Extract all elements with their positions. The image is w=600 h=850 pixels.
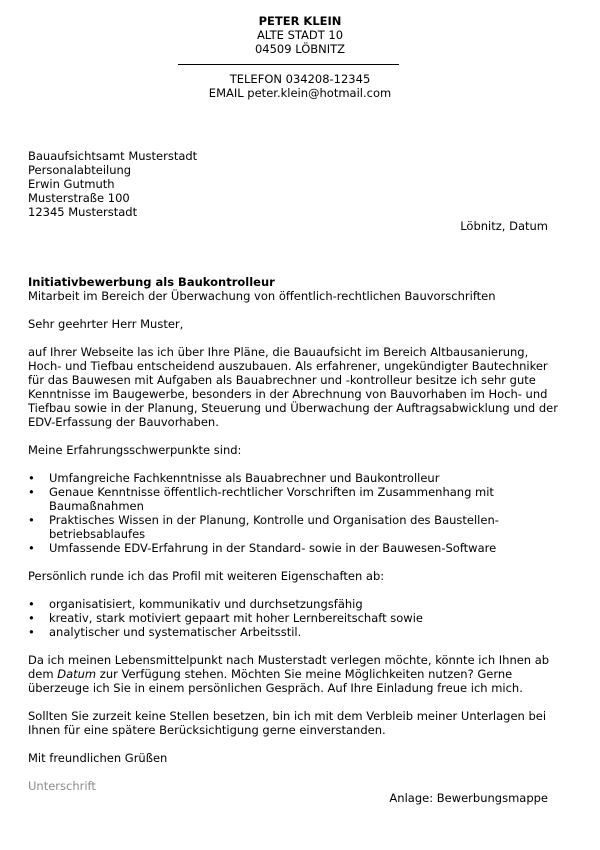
bullet-icon: • [28,597,35,611]
closing-paragraph [28,653,558,695]
signature-placeholder: Unterschrift [28,779,96,793]
sender-city: 04509 LÖBNITZ [254,42,346,56]
profile-intro: Persönlich runde ich das Profil mit weiteren Eigenschaften ab: [28,569,385,583]
salutation: Sehr geehrter Herr Muster, [28,317,184,331]
bullet-icon: • [28,625,35,639]
recipient-line: Bauaufsichtsamt Musterstadt [28,149,198,163]
list-item-text: kreativ, stark motiviert gepaart mit hoher Lernbereitschaft sowie [49,611,423,625]
subject-subtitle: Mitarbeit im Bereich der Überwachung von öffentlich-rechtlichen Bauvorschriften [28,289,496,303]
bullet-icon: • [28,541,35,555]
closing-text-end: zur Verfügung stehen. Möchten Sie meine Möglichkeiten nutzen? Gerne überzeuge ich Sie in einem persönlichen Gespräch. Auf Ihre Einladung freue ich mich. [28,667,523,695]
sender-name: PETER KLEIN [258,14,342,28]
list-item-text: Praktisches Wissen in der Planung, Kontrolle und Organisation des Baustellen-betriebsablaufes [49,513,499,541]
sender-phone: TELEFON 034208-12345 [229,72,371,86]
bullet-icon: • [28,513,35,527]
focus-list [28,471,558,555]
bullet-icon: • [28,485,35,499]
place-date: Löbnitz, Datum [460,219,548,233]
attachment-note: Anlage: Bewerbungsmappe [389,791,548,805]
recipient-line: Musterstraße 100 [28,191,130,205]
list-item [28,597,558,611]
letter-body [28,275,558,793]
list-item [28,485,558,513]
sender-street: ALTE STADT 10 [256,28,344,42]
sender-email: EMAIL peter.klein@hotmail.com [208,86,392,100]
list-item-text: Genaue Kenntnisse öffentlich-rechtlicher Vorschriften im Zusammenhang mit Baumaßnahmen [49,485,494,513]
subject-line: Initiativbewerbung als Baukontrolleur [28,275,275,289]
list-item [28,541,558,555]
recipient-line: 12345 Musterstadt [28,205,138,219]
list-item [28,611,558,625]
fallback-paragraph: Sollten Sie zurzeit keine Stellen besetzen, bin ich mit dem Verbleib meiner Unterlagen bei Ihnen für eine spätere Berücksichtigung gerne einverstanden. [28,709,547,737]
recipient-line: Personalabteilung [28,163,132,177]
list-item-text: analytischer und systematischer Arbeitsstil. [49,625,302,639]
bullet-icon: • [28,611,35,625]
list-item-text: Umfassende EDV-Erfahrung in der Standard- sowie in der Bauwesen-Software [49,541,497,555]
list-item [28,625,558,639]
bullet-icon: • [28,471,35,485]
recipient-address [28,149,197,219]
closing-text-start: Da ich meinen Lebensmittelpunkt nach Musterstadt verlegen möchte, könnte ich Ihnen ab dem [28,653,550,681]
list-item-text: organisatisiert, kommunikativ und durchsetzungsfähig [49,597,363,611]
intro-paragraph: auf Ihrer Webseite las ich über Ihre Pläne, die Bauaufsicht im Bereich Altbausanierung, Hoch- und Tiefbau entscheidend auszubauen. Als erfahrener, ungekündigter Bautechniker für das Bauwesen mit Aufgaben als Bauabrechner und -kontrolleur besitze ich sehr gute Kenntnisse im Baugewerbe, besonders in der Abrechnung von Bauvorhaben im Hoch- und Tiefbau sowie in der Planung, Steuerung und Überwachung der Auftragsabwicklung und der EDV-Erfassung der Bauvorhaben. [28,345,558,429]
date-placeholder: Datum [57,667,97,681]
focus-intro: Meine Erfahrungsschwerpunkte sind: [28,443,242,457]
profile-list [28,597,558,639]
recipient-line: Erwin Gutmuth [28,177,115,191]
list-item [28,471,558,485]
list-item-text: Umfangreiche Fachkenntnisse als Bauabrechner und Baukontrolleur [49,471,440,485]
list-item [28,513,558,541]
header-divider [178,64,399,65]
greeting: Mit freundlichen Grüßen [28,751,168,765]
